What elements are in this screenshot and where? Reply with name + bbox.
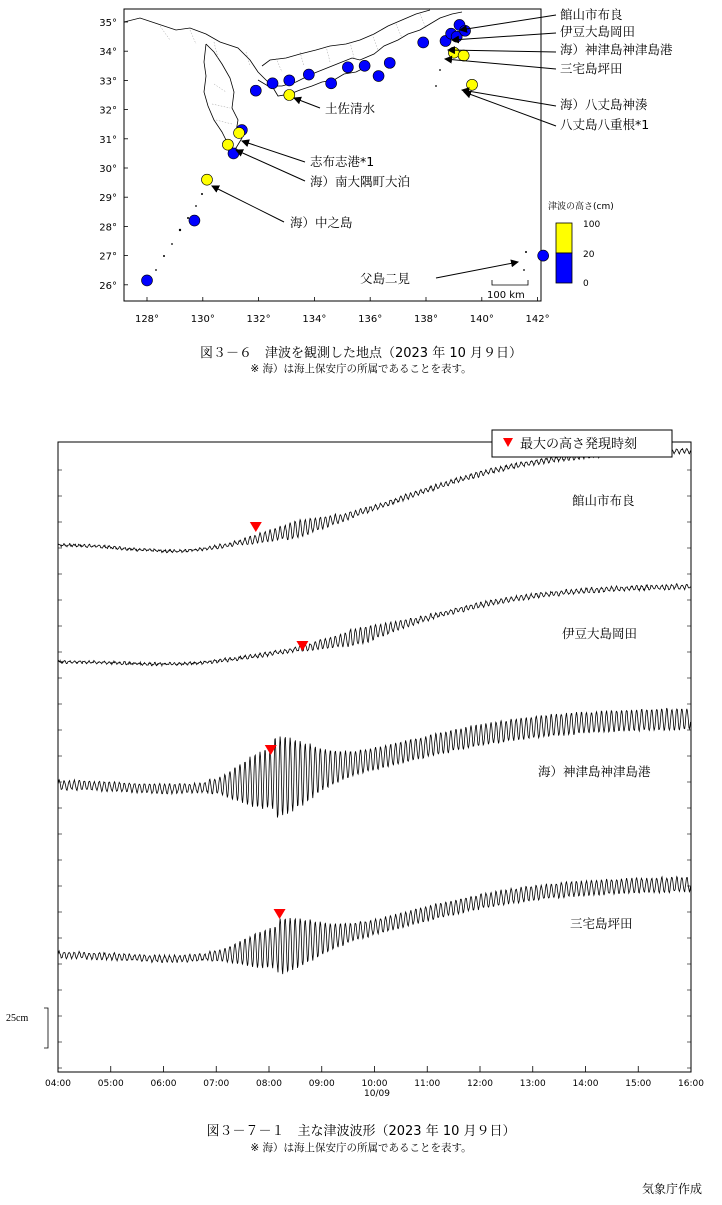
time-tick-label: 08:00 <box>256 1079 282 1089</box>
lat-tick-label: 29° <box>99 193 117 205</box>
waveform-station-name: 館山市布良 <box>572 493 635 508</box>
time-tick-label: 10:00 <box>361 1079 388 1089</box>
time-tick-label: 04:00 <box>45 1079 71 1089</box>
lon-tick-label: 142° <box>525 314 550 325</box>
station-marker-yellow <box>448 47 459 58</box>
legend-tick-0: 0 <box>583 279 589 289</box>
waveform-chart <box>6 430 704 1099</box>
time-tick-label: 09:00 <box>308 1079 335 1089</box>
label-nakanoshima: 海）中之島 <box>290 215 353 230</box>
station-marker-blue <box>189 215 200 226</box>
label-chichijima: 父島二見 <box>360 271 411 286</box>
lon-tick-label: 130° <box>190 314 215 325</box>
lon-tick-label: 136° <box>358 314 383 325</box>
label-miyakejima: 三宅島坪田 <box>560 61 623 76</box>
lon-tick-label: 128° <box>134 314 160 325</box>
max-time-legend-label: 最大の高さ発現時刻 <box>520 437 638 452</box>
amplitude-scale-label: 25cm <box>6 1013 29 1024</box>
wave-caption: 図３－７－１ 主な津波波形（2023 年 10 月９日） <box>206 1124 516 1139</box>
station-marker-blue <box>267 78 278 89</box>
lat-tick-label: 31° <box>99 134 117 146</box>
time-tick-label: 06:00 <box>150 1079 177 1089</box>
height-legend <box>548 200 614 289</box>
lon-tick-label: 134° <box>302 314 327 325</box>
label-hachijojima-kaminato: 海）八丈島神湊 <box>560 97 648 112</box>
time-tick-label: 11:00 <box>414 1079 441 1089</box>
lon-tick-label: 132° <box>246 314 271 325</box>
station-marker-yellow <box>458 50 469 61</box>
time-tick-label: 13:00 <box>519 1079 546 1089</box>
lat-tick-label: 35° <box>99 18 117 29</box>
lat-tick-label: 28° <box>99 222 117 234</box>
station-marker-blue <box>284 75 295 86</box>
legend-tick-20: 20 <box>583 250 595 260</box>
station-marker-yellow <box>201 174 212 185</box>
legend-swatch-yellow <box>556 223 572 253</box>
lon-tick-label: 140° <box>469 314 494 325</box>
station-marker-yellow <box>222 139 233 150</box>
amplitude-scale-bar <box>6 1008 48 1048</box>
max-time-legend <box>492 430 672 457</box>
time-tick-label: 16:00 <box>678 1079 704 1089</box>
station-marker-blue <box>373 71 384 82</box>
label-tateyama: 館山市布良 <box>560 7 623 22</box>
tsunami-station-map <box>99 7 673 325</box>
time-tick-label: 15:00 <box>625 1079 652 1089</box>
date-label: 10/09 <box>364 1089 390 1099</box>
station-marker-blue <box>342 62 353 73</box>
station-marker-yellow <box>234 127 245 138</box>
station-marker-blue <box>326 78 337 89</box>
waveform-station-name: 三宅島坪田 <box>570 916 633 931</box>
station-marker-blue <box>384 57 395 68</box>
credit: 気象庁作成 <box>642 1182 703 1196</box>
label-hachijojima-yaene: 八丈島八重根*1 <box>560 117 650 132</box>
label-osumi: 海）南大隅町大泊 <box>310 174 411 189</box>
station-marker-blue <box>303 69 314 80</box>
waveform-station-name: 海）神津島神津島港 <box>538 764 651 779</box>
station-marker-blue <box>538 250 549 261</box>
time-tick-label: 07:00 <box>203 1079 230 1089</box>
lat-tick-label: 26° <box>99 280 117 292</box>
wave-note: ※ 海）は海上保安庁の所属であることを表す。 <box>250 1142 472 1154</box>
waveform-station-name: 伊豆大島岡田 <box>562 626 638 641</box>
time-tick-label: 12:00 <box>467 1079 493 1089</box>
scale-bar-label: 100 km <box>487 290 525 301</box>
time-tick-label: 05:00 <box>97 1079 124 1089</box>
station-marker-yellow <box>467 79 478 90</box>
legend-swatch-blue <box>556 253 572 283</box>
lat-tick-label: 32° <box>99 105 117 117</box>
label-izu-oshima: 伊豆大島岡田 <box>560 24 636 39</box>
lat-tick-label: 30° <box>99 164 117 175</box>
station-marker-blue <box>359 60 370 71</box>
lon-tick-label: 138° <box>413 314 439 325</box>
lat-tick-label: 33° <box>99 76 117 88</box>
map-caption: 図３－６ 津波を観測した地点（2023 年 10 月９日） <box>199 346 523 361</box>
map-note: ※ 海）は海上保安庁の所属であることを表す。 <box>250 363 472 375</box>
time-tick-label: 14:00 <box>572 1079 599 1089</box>
label-tosashimizu: 土佐清水 <box>325 101 376 116</box>
station-marker-blue <box>142 275 153 286</box>
legend-title: 津波の高さ(cm) <box>548 202 614 212</box>
lat-tick-label: 27° <box>99 251 117 263</box>
station-marker-blue <box>460 25 471 36</box>
station-marker-blue <box>418 37 429 48</box>
station-marker-yellow <box>284 90 295 101</box>
lat-tick-label: 34° <box>99 47 117 59</box>
legend-tick-100: 100 <box>583 220 601 230</box>
station-marker-blue <box>250 85 261 96</box>
label-shibushi: 志布志港*1 <box>310 154 375 169</box>
label-kozushima: 海）神津島神津島港 <box>560 42 673 57</box>
